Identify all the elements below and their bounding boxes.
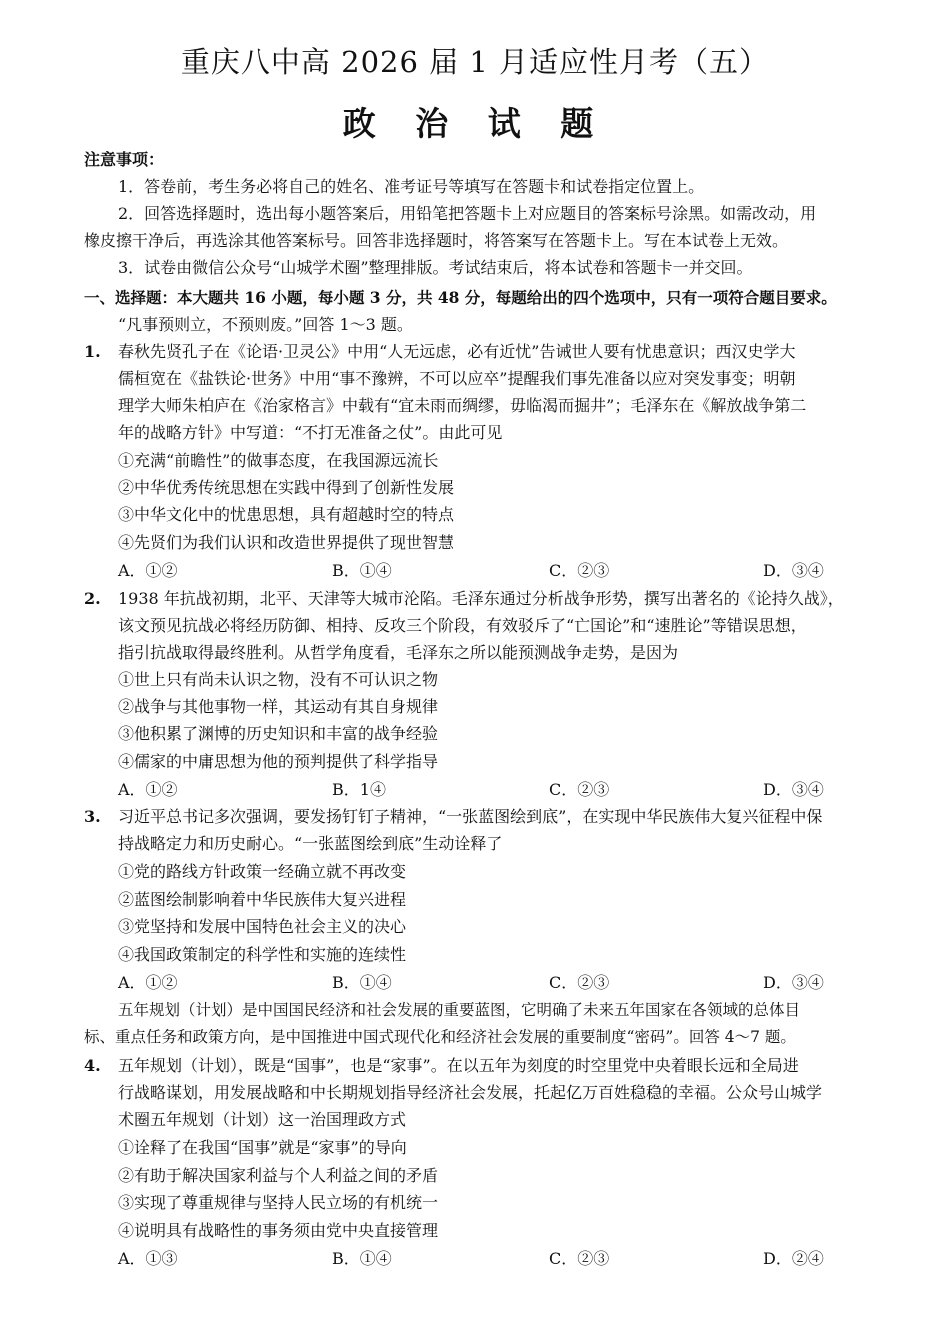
- question-stem: 习近平总书记多次强调，要发扬钉钉子精神，“一张蓝图绘到底”，在实现中华民族伟大复兴征程中保: [118, 807, 823, 826]
- section-intro-2-cont: 标、重点任务和政策方向，是中国推进中国式现代化和经济社会发展的重要制度“密码”。回答 4～7 题。: [84, 1028, 796, 1046]
- answer-option-b: B．①④: [332, 1249, 392, 1268]
- answer-option-c: C．②③: [549, 1249, 610, 1268]
- statement-item: ④先贤们为我们认识和改造世界提供了现世智慧: [118, 533, 455, 552]
- question-stem: 指引抗战取得最终胜利。从哲学角度看，毛泽东之所以能预测战争走势，是因为: [118, 643, 679, 662]
- question-stem: 行战略谋划，用发展战略和中长期规划指导经济社会发展，托起亿万百姓稳稳的幸福。公众号山城学: [118, 1083, 823, 1102]
- answer-option-b: B．1④: [332, 780, 386, 799]
- statement-item: ②中华优秀传统思想在实践中得到了创新性发展: [118, 478, 455, 497]
- answer-option-a: A．①②: [118, 973, 178, 992]
- statement-item: ①世上只有尚未认识之物，没有不可认识之物: [118, 670, 439, 689]
- question-stem: 五年规划（计划），既是“国事”，也是“家事”。在以五年为刻度的时空里党中央着眼长远和全局进: [118, 1056, 799, 1075]
- statement-item: ②蓝图绘制影响着中华民族伟大复兴进程: [118, 890, 407, 909]
- notice-item-3: 3．试卷由微信公众号“山城学术圈”整理排版。考试结束后，将本试卷和答题卡一并交回。: [118, 258, 753, 277]
- exam-subject: 政 治 试 题: [342, 104, 608, 143]
- statement-item: ②战争与其他事物一样，其运动有其自身规律: [118, 697, 439, 716]
- answer-option-c: C．②③: [549, 780, 610, 799]
- answer-option-d: D．③④: [763, 780, 824, 799]
- notice-item-1: 1．答卷前，考生务必将自己的姓名、准考证号等填写在答题卡和试卷指定位置上。: [118, 177, 705, 196]
- answer-option-d: D．③④: [763, 561, 824, 580]
- section-intro-2: 五年规划（计划）是中国国民经济和社会发展的重要蓝图，它明确了未来五年国家在各领域的总体目: [118, 1001, 801, 1019]
- statement-item: ④我国政策制定的科学性和实施的连续性: [118, 945, 407, 964]
- question-stem: 该文预见抗战必将经历防御、相持、反攻三个阶段，有效驳斥了“亡国论”和“速胜论”等错误思想，: [118, 616, 807, 635]
- answer-option-b: B．①④: [332, 561, 392, 580]
- answer-option-a: A．①②: [118, 561, 178, 580]
- question-number: 1.: [84, 342, 101, 361]
- notice-item-2: 2．回答选择题时，选出每小题答案后，用铅笔把答题卡上对应题目的答案标号涂黑。如需改动，用: [118, 204, 817, 223]
- statement-item: ②有助于解决国家利益与个人利益之间的矛盾: [118, 1166, 439, 1185]
- question-stem: 理学大师朱柏庐在《治家格言》中载有“宜未雨而绸缪，毋临渴而掘井”；毛泽东在《解放战争第二: [118, 396, 807, 415]
- notice-item-2-cont: 橡皮擦干净后，再选涂其他答案标号。回答非选择题时，将答案写在答题卡上。写在本试卷上无效。: [84, 231, 789, 250]
- question-number: 2.: [84, 589, 101, 608]
- question-stem: 春秋先贤孔子在《论语·卫灵公》中用“人无远虑，必有近忧”告诫世人要有忧患意识；西汉史学大: [118, 342, 796, 361]
- question-stem: 年的战略方针》中写道：“不打无准备之仗”。由此可见: [118, 423, 503, 442]
- answer-option-d: D．②④: [763, 1249, 824, 1268]
- question-stem: 1938 年抗战初期，北平、天津等大城市沦陷。毛泽东通过分析战争形势，撰写出著名的《论持久战》，: [118, 589, 844, 608]
- question-number: 4.: [84, 1056, 101, 1075]
- question-stem: 术圈五年规划（计划）这一治国理政方式: [118, 1110, 407, 1129]
- question-number: 3.: [84, 807, 101, 826]
- question-stem: 持战略定力和历史耐心。“一张蓝图绘到底”生动诠释了: [118, 834, 503, 853]
- section-heading: 一、选择题：本大题共 16 小题，每小题 3 分，共 48 分，每题给出的四个选项中，只有一项符合题目要求。: [84, 288, 837, 307]
- section-intro-1: “凡事预则立，不预则废。”回答 1～3 题。: [118, 315, 413, 334]
- exam-title: 重庆八中高 2026 届 1 月适应性月考（五）: [180, 45, 770, 79]
- answer-option-a: A．①③: [118, 1249, 178, 1268]
- statement-item: ③他积累了渊博的历史知识和丰富的战争经验: [118, 724, 439, 743]
- answer-option-a: A．①②: [118, 780, 178, 799]
- question-stem: 儒桓宽在《盐铁论·世务》中用“事不豫辨，不可以应卒”提醒我们事先准备以应对突发事变；明朝: [118, 369, 796, 388]
- statement-item: ③中华文化中的忧患思想，具有超越时空的特点: [118, 505, 455, 524]
- answer-option-c: C．②③: [549, 973, 610, 992]
- statement-item: ④说明具有战略性的事务须由党中央直接管理: [118, 1221, 439, 1240]
- answer-option-d: D．③④: [763, 973, 824, 992]
- statement-item: ④儒家的中庸思想为他的预判提供了科学指导: [118, 752, 439, 771]
- statement-item: ①充满“前瞻性”的做事态度，在我国源远流长: [118, 451, 439, 470]
- answer-option-c: C．②③: [549, 561, 610, 580]
- statement-item: ①党的路线方针政策一经确立就不再改变: [118, 862, 407, 881]
- statement-item: ③实现了尊重规律与坚持人民立场的有机统一: [118, 1193, 439, 1212]
- notice-heading: 注意事项：: [84, 150, 165, 169]
- statement-item: ①诠释了在我国“国事”就是“家事”的导向: [118, 1138, 407, 1157]
- statement-item: ③党坚持和发展中国特色社会主义的决心: [118, 917, 407, 936]
- answer-option-b: B．①④: [332, 973, 392, 992]
